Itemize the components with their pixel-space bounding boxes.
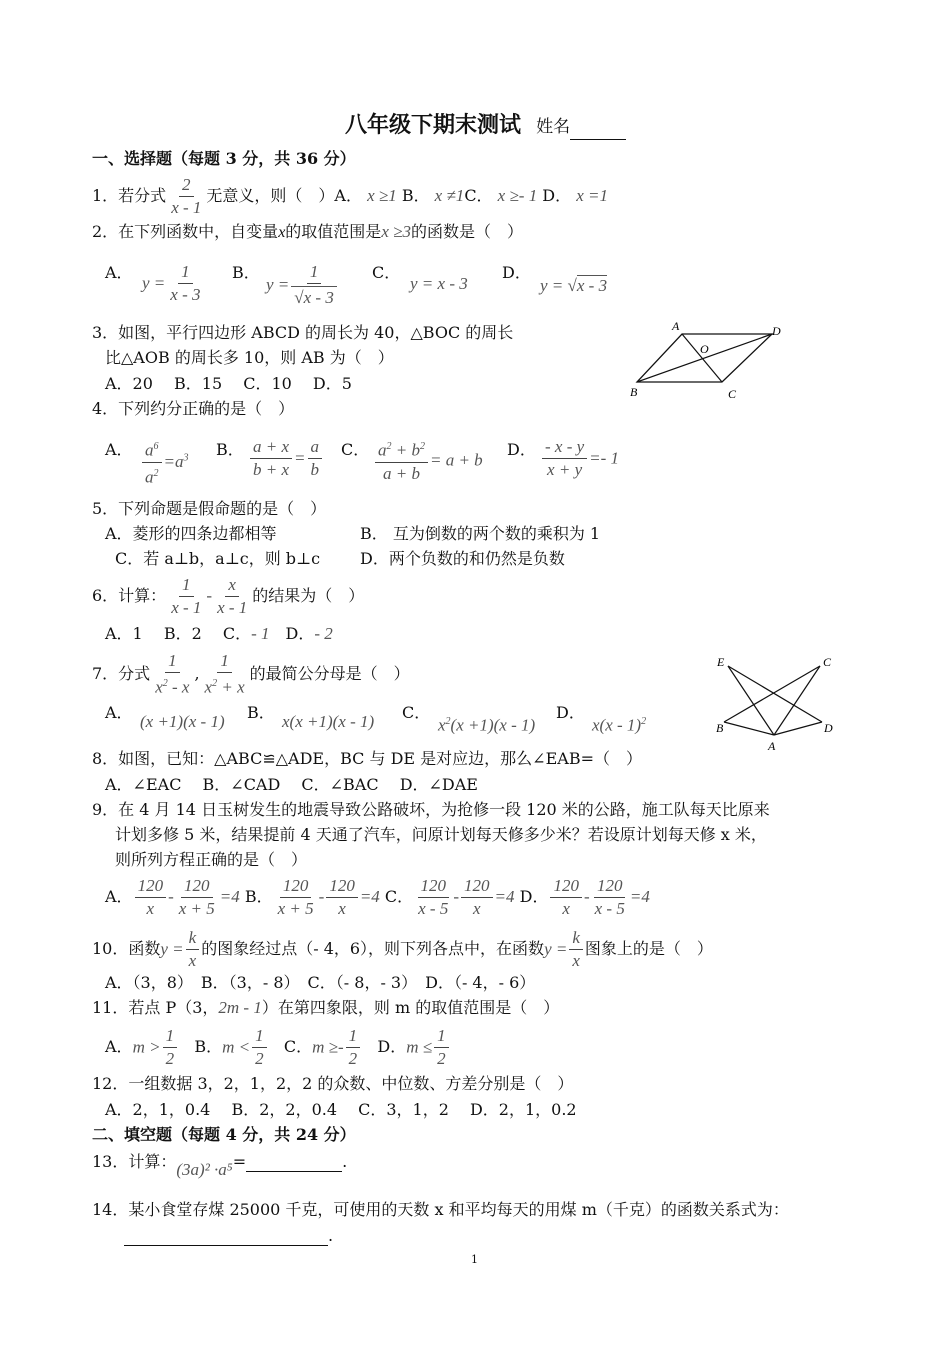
q10-mid: 的图象经过点（- 4，6），则下列各点中，在函数 [201, 939, 545, 958]
q7-a-label: A． [105, 703, 133, 722]
q5-option-d: D．两个负数的和仍然是负数 [360, 549, 565, 568]
q9-a-eq: =4 [219, 887, 240, 906]
q9-c-d1: x - 5 [418, 899, 449, 918]
q4-text: 4．下列约分正确的是（ ） [92, 399, 295, 418]
q9-d-d1: x [562, 899, 570, 918]
q4-option-b: $\frac{a + x}{b + x}$ = $\frac{a}{b}$ [248, 437, 324, 480]
q9-c-label: C． [384, 887, 414, 906]
q10-stem: 10．函数 [92, 939, 161, 958]
q14-line-1: 14．某小食堂存煤 25000 千克，可使用的天数 x 和平均每天的用煤 m（千克）的函数关系式为： [92, 1200, 789, 1219]
name-label: 姓名 [536, 117, 571, 137]
label-d: D [772, 324, 781, 338]
q11-b-d: 2 [255, 1049, 264, 1068]
q9-d-n1: 120 [550, 876, 582, 898]
q2-b-y: y = [266, 275, 290, 294]
triangles-figure [712, 652, 842, 754]
q9-c-d2: x [473, 899, 481, 918]
q4-d-rhs: =- 1 [589, 448, 620, 468]
q2-option-a [142, 262, 206, 305]
q9-d-d2: x - 5 [594, 899, 625, 918]
question-7: 7．分式 $\frac{1}{x^2 - x}$ , $\frac{1}{x^2 + x}$ 的最简公分母是（ ） [92, 651, 410, 697]
label-e: E [717, 655, 725, 669]
q1-stem: 1．若分式 [92, 186, 167, 205]
q4-c-label: C． [341, 440, 370, 459]
q6-num1: 1 [179, 575, 194, 597]
q11-d-label: D． [377, 1037, 407, 1056]
q2-a-y: y = [142, 273, 166, 293]
q11-text: 11．若点 P（3， [92, 998, 219, 1017]
q1-frac-den: x - 1 [171, 198, 202, 217]
q9-a-d1: x [146, 899, 155, 918]
q6-den1: x - 1 [171, 598, 202, 617]
q2-a-frac [167, 262, 203, 305]
q7-c-value: $x^2(x +1)(x - 1)$ [438, 715, 536, 735]
q2-b-frac [291, 262, 337, 308]
q2-b-den-text: x - 3 [303, 288, 334, 307]
q11-a-n: 1 [163, 1026, 178, 1048]
q2-d-y: y = [540, 276, 564, 295]
question-6 [92, 575, 364, 618]
q4-a-exp: 3 [183, 452, 189, 464]
q8-options: A．∠EAC B．∠CAD C．∠BAC D．∠DAE [105, 775, 478, 794]
q6-d-value: - 2 [314, 624, 333, 643]
q7-d-label: D． [556, 703, 585, 722]
q11-c-label: C． [283, 1037, 313, 1056]
q3-line-1: 3．如图，平行四边形 ABCD 的周长为 40，△BOC 的周长 [92, 323, 514, 342]
q4-c-den: a + b [383, 463, 420, 483]
q6-options [105, 624, 333, 644]
label-b2: B [716, 721, 724, 735]
label-c2: C [823, 655, 832, 669]
q13-text: 13．计算： [92, 1152, 177, 1171]
q2-a-den: x - 3 [170, 285, 201, 304]
label-c: C [728, 387, 737, 401]
q9-d-eq: =4 [629, 887, 650, 906]
q11-a-label: A． [105, 1037, 133, 1056]
question-10: 10．函数y = $\frac{k}{x}$ 的图象经过点（- 4，6），则下列各点中，在函数y = $\frac{k}{x}$ 图象上的是（ ） [92, 928, 713, 970]
q1-option-b-value: x ≠1 [434, 186, 465, 205]
q9-b-d1: x + 5 [277, 899, 314, 918]
q7-b-value: x(x +1)(x - 1) [282, 712, 375, 731]
q9-line-3: 则所列方程正确的是（ ） [115, 850, 308, 869]
page-title [345, 112, 626, 140]
q10-x1: x [188, 951, 197, 970]
q9-c-n1: 120 [418, 876, 450, 898]
q9-b-n2: 120 [326, 876, 358, 898]
q2-option-b-label: B． [232, 263, 260, 282]
q1-option-c: C． [464, 186, 493, 205]
q9-options: A． $\frac{120}{x}$ - $\frac{120}{x + 5}$ =4 B． $\frac{120}{x + 5}$ - $\frac{120}{x}$ =4 C． $\frac{120}{x - 5}$ - $\frac{120}{x}$ =4 D． $\frac{120}{x}$ - $\frac{120}{x - 5}$ =4 [105, 876, 650, 918]
q2-text3: 的函数是（ ） [410, 222, 523, 241]
question-1 [92, 175, 608, 218]
q10-k1: k [186, 928, 200, 950]
q4-c-rhs: = a + b [429, 450, 483, 470]
q4-d-num: - x - y [542, 437, 587, 459]
q11-expr: 2m - 1 [218, 998, 262, 1017]
q2-a-num: 1 [178, 262, 193, 284]
q12-text: 12．一组数据 3，2，1，2，2 的众数、中位数、方差分别是（ ） [92, 1074, 574, 1093]
q6-d-label: D． [269, 624, 315, 643]
q13-expr: (3a)² ·a⁵ [176, 1160, 233, 1179]
q7-a-value: (x +1)(x - 1) [140, 712, 225, 731]
q11-d-n: 1 [434, 1026, 449, 1048]
q6-opts-text: A．1 B．2 C． [105, 624, 252, 643]
q4-d-label: D． [507, 440, 536, 459]
q9-b-d2: x [338, 899, 346, 918]
q7-stem: 7．分式 [92, 663, 151, 683]
segment-ed [728, 666, 822, 722]
question-13 [92, 1152, 348, 1179]
section-2-heading: 二、填空题（每题 4 分，共 24 分） [92, 1125, 356, 1144]
q6-tail: 的结果为（ ） [252, 586, 365, 605]
q2-b-den: √x - 3 [291, 286, 337, 308]
section-1-heading: 一、选择题（每题 3 分，共 36 分） [92, 149, 356, 168]
q1-option-d-value: x =1 [576, 186, 609, 205]
q7-b-label: B． [247, 703, 275, 722]
label-a2: A [768, 739, 776, 753]
q11-c-d: 2 [348, 1049, 358, 1068]
q4-b-den: b + x [253, 460, 290, 479]
q3-options: A．20 B．15 C．10 D．5 [105, 374, 352, 393]
q6-num2: x [225, 575, 239, 597]
q6-stem: 6．计算： [92, 586, 167, 605]
q4-b-label: B． [216, 440, 244, 459]
q7-c-value-text: (x +1)(x - 1) [450, 715, 536, 735]
q2-option-b [266, 262, 339, 308]
question-2 [92, 222, 523, 243]
q11-c-n: 1 [346, 1026, 361, 1048]
q9-b-n1: 120 [280, 876, 312, 898]
q2-var: x [278, 224, 286, 241]
q1-option-d: D． [542, 186, 572, 205]
q9-line-1: 9．在 4 月 14 日玉树发生的地震导致公路破坏，为抢修一段 120 米的公路，施工队每天比原来 [92, 800, 770, 819]
label-a: A [672, 319, 680, 333]
q9-b-eq: =4 [359, 887, 380, 906]
q14-answer-line [124, 1226, 333, 1246]
parallelogram-figure [622, 316, 792, 402]
q1-frac-num: 2 [179, 175, 194, 197]
q4-b-num: a + x [250, 437, 292, 459]
q7-num1: 1 [165, 651, 180, 673]
q2-b-num: 1 [307, 262, 322, 284]
q10-tail: 图象上的是（ ） [584, 939, 713, 958]
q1-fraction [168, 175, 204, 218]
q12-options: A．2，1，0.4 B．2，2，0.4 C．3，1，2 D．2，1，0.2 [105, 1100, 577, 1119]
q2-text2: 的取值范围是 [285, 222, 382, 241]
q4-a-rhs: =a [163, 452, 184, 472]
q1-option-a: A． [334, 186, 362, 205]
title-text: 八年级下期末测试 [345, 112, 522, 138]
q11-d-value: m ≤ [406, 1037, 433, 1057]
name-blank [570, 123, 626, 140]
q3-line-2: 比△AOB 的周长多 10，则 AB 为（ ） [105, 348, 394, 367]
q4-option-c: $\frac{a^2 + b^2}{a + b}$ = a + b [373, 437, 483, 484]
question-11 [92, 998, 559, 1018]
q2-option-d-value: y = √x - 3 [540, 276, 608, 295]
q2-option-c-label: C． [372, 263, 401, 282]
q1-option-c-value: x ≥- 1 [497, 186, 538, 205]
q4-option-d [540, 437, 619, 480]
q11-c-value: m ≥- [312, 1037, 344, 1057]
q4-b-rnum: a [308, 437, 323, 459]
q6-c-value: - 1 [251, 624, 270, 643]
q4-d-den: x + y [547, 460, 583, 479]
q2-option-a-label: A． [105, 263, 133, 282]
q13-eq: = [232, 1152, 247, 1171]
q4-a-label: A． [105, 440, 133, 459]
q7-tail: 的最简公分母是（ ） [249, 663, 410, 683]
q1-tail: 无意义，则（ ） [206, 186, 335, 205]
q1-option-a-value: x ≥1 [367, 186, 397, 205]
q11-b-n: 1 [252, 1026, 267, 1048]
q7-c-label: C． [402, 703, 431, 722]
q11-text2: ）在第四象限，则 m 的取值范围是（ ） [261, 998, 560, 1017]
q2-option-d-label: D． [502, 263, 531, 282]
q13-end: . [342, 1152, 348, 1171]
label-d2: D [824, 721, 833, 735]
q9-a-n2: 120 [181, 876, 213, 898]
q14-end: . [328, 1226, 334, 1245]
q10-k2: k [569, 928, 583, 950]
q8-text: 8．如图，已知：△ABC≌△ADE，BC 与 DE 是对应边，那么∠EAB=（ ） [92, 749, 642, 768]
q11-options [105, 1026, 451, 1069]
q11-a-d: 2 [165, 1049, 175, 1068]
q2-option-c-value: y = x - 3 [410, 274, 468, 293]
q9-c-n2: 120 [461, 876, 493, 898]
q7-d-value-text: x(x - 1) [592, 715, 642, 735]
q7-d-value: x(x - 1)$^2$ [592, 715, 647, 735]
q2-d-radicand: x - 3 [576, 276, 608, 295]
q9-d-label: D． [519, 887, 549, 906]
page-number: 1 [471, 1253, 478, 1266]
q2-cond: x ≥3 [381, 222, 411, 241]
q5-text: 5．下列命题是假命题的是（ ） [92, 499, 327, 518]
q9-b-label: B． [244, 887, 273, 906]
q4-option-a [140, 437, 188, 487]
q4-a-frac: $\frac{a^6}{a^2}$ [142, 437, 162, 487]
q7-num2: 1 [217, 651, 232, 673]
q10-x2: x [572, 951, 580, 970]
q1-option-b: B． [401, 186, 430, 205]
q9-c-eq: =4 [494, 887, 515, 906]
q9-a-label: A． [105, 887, 133, 906]
q11-b-value: m < [222, 1037, 251, 1057]
q9-a-d2: x + 5 [178, 899, 215, 918]
q13-answer-blank[interactable] [246, 1155, 342, 1172]
segment-cb [724, 666, 820, 722]
q5-option-a: A．菱形的四条边都相等 [105, 524, 277, 543]
q11-a-value: m > [132, 1037, 161, 1057]
q9-line-2: 计划多修 5 米，结果提前 4 天通了汽车，问原计划每天修多少米？若设原计划每天修 x 米， [115, 825, 767, 844]
q9-a-n1: 120 [135, 876, 167, 898]
label-b: B [630, 385, 638, 399]
q11-d-d: 2 [437, 1049, 446, 1068]
q6-minus: - [206, 586, 213, 605]
q14-answer-blank[interactable] [124, 1229, 328, 1246]
q2-text: 2．在下列函数中，自变量 [92, 222, 279, 241]
q5-option-b: B． 互为倒数的两个数的乘积为 1 [360, 524, 601, 543]
q9-d-n2: 120 [594, 876, 626, 898]
q11-b-label: B． [194, 1037, 223, 1056]
q4-b-rden: b [310, 460, 320, 479]
q10-options: A．（3，8） B．（3，- 8） C．（- 8，- 3） D．（- 4，- 6） [105, 973, 536, 992]
label-o: O [700, 342, 709, 356]
q5-option-c: C．若 a⊥b，a⊥c，则 b⊥c [115, 549, 321, 568]
q6-den2: x - 1 [217, 598, 248, 617]
